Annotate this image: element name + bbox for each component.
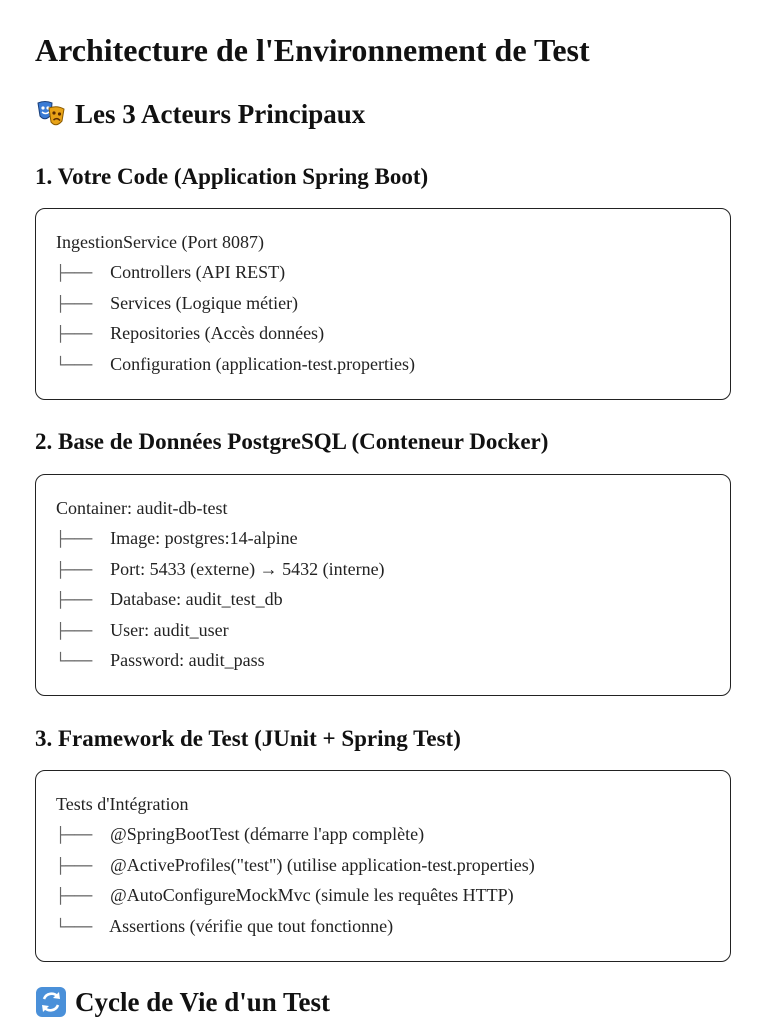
tree-item: ├─── Database: audit_test_db: [56, 589, 283, 610]
tree-item: ├─── @AutoConfigureMockMvc (simule les requêtes HTTP): [56, 885, 514, 906]
actor3-heading: 3. Framework de Test (JUnit + Spring Test): [35, 726, 461, 751]
cycle-arrows-icon: [35, 986, 67, 1018]
actor1-root: IngestionService (Port 8087): [56, 232, 264, 252]
section-cycle-heading-text: Cycle de Vie d'un Test: [75, 986, 331, 1017]
actor3-tree-box: [35, 770, 731, 962]
tree-item: └─── Configuration (application-test.properties): [56, 353, 416, 374]
tree-item: ├─── Controllers (API REST): [56, 262, 286, 283]
section-actors-heading: [35, 98, 365, 130]
actor1-tree-box: [35, 208, 731, 400]
actor2-tree-box: [35, 474, 731, 696]
tree-item: ├─── @ActiveProfiles("test") (utilise application-test.properties): [56, 854, 535, 875]
tree-item: └─── Password: audit_pass: [56, 649, 265, 670]
tree-item: ├─── User: audit_user: [56, 619, 229, 640]
tree-item: ├─── Port: 5433 (externe) → 5432 (interne): [56, 558, 385, 579]
section-cycle-heading: [35, 986, 330, 1018]
tree-item: ├─── Image: postgres:14-alpine: [56, 528, 298, 549]
page-title: Architecture de l'Environnement de Test: [35, 32, 590, 68]
tree-item: ├─── @SpringBootTest (démarre l'app complète): [56, 824, 425, 845]
actor3-root: Tests d'Intégration: [56, 794, 189, 814]
actor2-root: Container: audit-db-test: [56, 498, 228, 518]
actor1-heading: 1. Votre Code (Application Spring Boot): [35, 164, 429, 189]
tree-item: ├─── Repositories (Accès données): [56, 323, 325, 344]
theater-masks-icon: [35, 98, 67, 130]
tree-item: ├─── Services (Logique métier): [56, 292, 299, 313]
actor2-heading: 2. Base de Données PostgreSQL (Conteneur Docker): [35, 429, 549, 454]
tree-item: └─── Assertions (vérifie que tout fonctionne): [56, 915, 394, 936]
section-actors-heading-text: Les 3 Acteurs Principaux: [75, 98, 366, 129]
